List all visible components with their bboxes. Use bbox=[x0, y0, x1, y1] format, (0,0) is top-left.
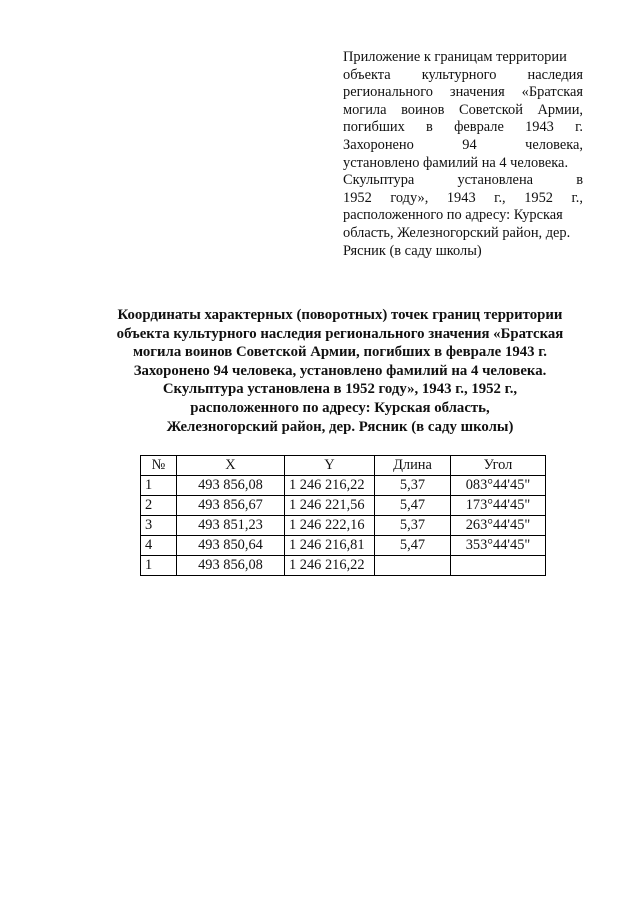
title-line: расположенного по адресу: Курская область, bbox=[190, 399, 490, 416]
cell-x: 493 851,23 bbox=[177, 516, 285, 536]
title-line: Захоронено 94 человека, установлено фамилий на 4 человека. bbox=[133, 362, 547, 379]
appendix-line: могила воинов Советской Армии, bbox=[343, 101, 583, 118]
title-line: Координаты характерных (поворотных) точек границ территории bbox=[117, 307, 563, 323]
appendix-line: установлено фамилий на 4 человека. bbox=[343, 154, 569, 171]
appendix-line: объекта культурного наследия bbox=[343, 66, 583, 83]
cell-y: 1 246 216,22 bbox=[285, 476, 375, 496]
document-title bbox=[80, 306, 600, 436]
header-length: Длина bbox=[375, 456, 451, 476]
cell-length: 5,47 bbox=[375, 536, 451, 556]
header-x: X bbox=[177, 456, 285, 476]
appendix-note bbox=[343, 49, 583, 260]
header-angle: Угол bbox=[451, 456, 546, 476]
cell-x: 493 856,67 bbox=[177, 496, 285, 516]
cell-length bbox=[375, 556, 451, 576]
cell-y: 1 246 222,16 bbox=[285, 516, 375, 536]
table-header-row bbox=[141, 456, 546, 476]
cell-length: 5,37 bbox=[375, 476, 451, 496]
cell-angle: 173°44'45" bbox=[451, 496, 546, 516]
appendix-line: 1952 году», 1943 г., 1952 г., bbox=[343, 189, 583, 206]
appendix-line: Рясник (в саду школы) bbox=[343, 242, 482, 259]
cell-number: 2 bbox=[141, 496, 177, 516]
appendix-line: Захоронено 94 человека, bbox=[343, 136, 583, 153]
header-y: Y bbox=[285, 456, 375, 476]
cell-number: 3 bbox=[141, 516, 177, 536]
cell-angle: 083°44'45" bbox=[451, 476, 546, 496]
appendix-line: Скульптура установлена в bbox=[343, 172, 583, 189]
coordinates-table bbox=[140, 455, 546, 576]
appendix-line: погибших в феврале 1943 г. bbox=[343, 119, 583, 136]
cell-angle bbox=[451, 556, 546, 576]
header-number: № bbox=[141, 456, 177, 476]
cell-angle: 353°44'45" bbox=[451, 536, 546, 556]
cell-x: 493 856,08 bbox=[177, 476, 285, 496]
appendix-line: регионального значения «Братская bbox=[343, 84, 583, 101]
cell-x: 493 850,64 bbox=[177, 536, 285, 556]
table-row bbox=[141, 476, 546, 496]
cell-y: 1 246 216,81 bbox=[285, 536, 375, 556]
appendix-line: расположенного по адресу: Курская bbox=[343, 207, 563, 224]
title-line: могила воинов Советской Армии, погибших в феврале 1943 г. bbox=[133, 344, 547, 361]
cell-length: 5,47 bbox=[375, 496, 451, 516]
cell-number: 1 bbox=[141, 476, 177, 496]
cell-angle: 263°44'45" bbox=[451, 516, 546, 536]
cell-y: 1 246 216,22 bbox=[285, 556, 375, 576]
table-row bbox=[141, 556, 546, 576]
appendix-line: область, Железногорский район, дер. bbox=[343, 224, 571, 241]
table-row bbox=[141, 496, 546, 516]
title-line: Железногорский район, дер. Рясник (в саду школы) bbox=[166, 418, 514, 435]
table-row bbox=[141, 516, 546, 536]
appendix-line: Приложение к границам территории bbox=[343, 49, 567, 65]
cell-number: 1 bbox=[141, 556, 177, 576]
title-line: объекта культурного наследия регионального значения «Братская bbox=[116, 325, 564, 342]
title-line: Скульптура установлена в 1952 году», 1943 г., 1952 г., bbox=[162, 381, 518, 398]
table-row bbox=[141, 536, 546, 556]
cell-y: 1 246 221,56 bbox=[285, 496, 375, 516]
cell-x: 493 856,08 bbox=[177, 556, 285, 576]
cell-length: 5,37 bbox=[375, 516, 451, 536]
cell-number: 4 bbox=[141, 536, 177, 556]
